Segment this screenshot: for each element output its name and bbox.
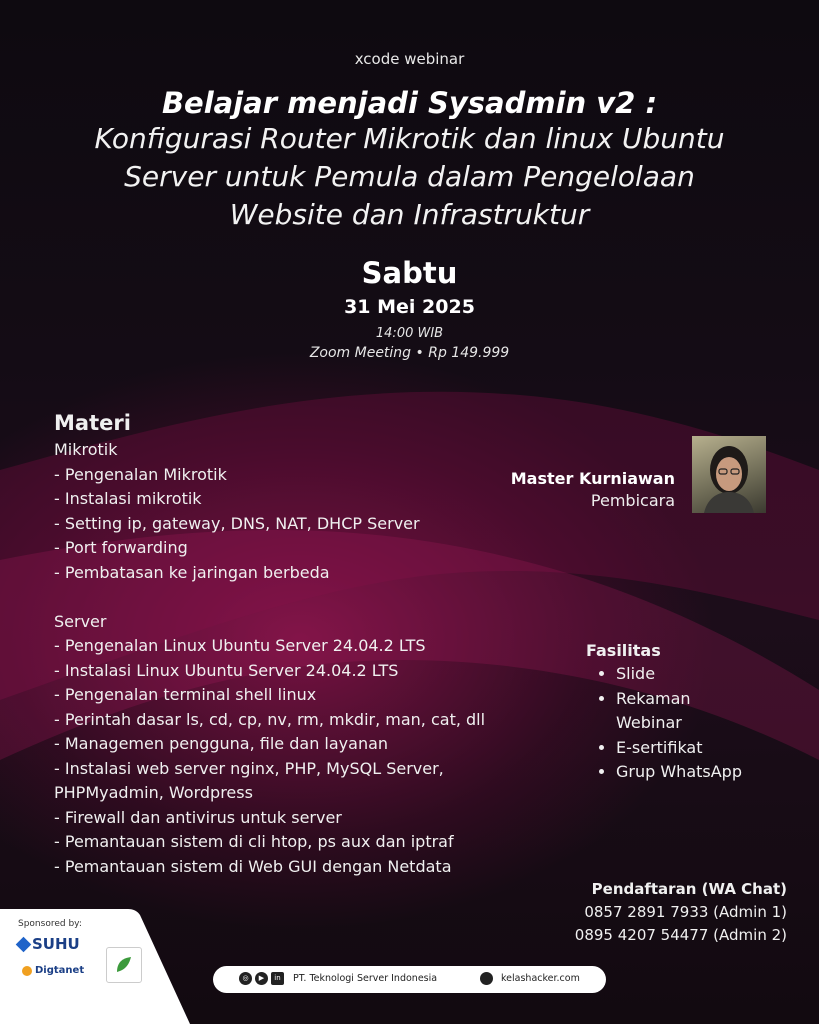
globe-icon [480,972,493,985]
social-icons [239,972,284,985]
footer-bar [213,966,606,993]
digtanet-logo-mark [22,966,32,976]
title-line-4: Website dan Infrastruktur [229,198,590,231]
fasilitas-section [586,641,786,785]
materi-section [54,410,534,879]
list-item: • Slide [616,662,786,687]
materi-line: Mikrotik [54,440,118,459]
speaker-photo [692,436,766,513]
event-place-price: Zoom Meeting • Rp 149.999 [309,345,510,361]
person-icon [692,436,766,513]
registration-phone-1: 0857 2891 7933 (Admin 1) [584,903,787,921]
registration-section [575,878,787,947]
event-time: 14:00 WIB [375,326,444,341]
registration-title: Pendaftaran (WA Chat) [591,880,787,898]
suhu-logo-text: SUHU [32,935,80,953]
event-subtitle: xcode webinar [354,50,465,68]
sponsor-panel [0,909,190,1024]
materi-line: - Pemantauan sistem di cli htop, ps aux dan iptraf [54,832,454,851]
footer-website[interactable]: kelashacker.com [501,973,580,984]
digtanet-logo-text: Digtanet [35,965,85,976]
materi-line: - Firewall dan antivirus untuk server [54,807,342,827]
materi-line: - Instalasi web server nginx, PHP, MySQL Server, [54,758,444,778]
materi-line: - Pembatasan ke jaringan berbeda [54,562,330,582]
materi-line: - Pemantauan sistem di Web GUI dengan Netdata [54,856,452,876]
materi-line: - Instalasi mikrotik [54,489,202,508]
list-item: • Rekaman Webinar [616,687,716,736]
materi-heading: Materi [54,411,131,435]
list-item: • E-sertifikat [616,736,786,761]
instagram-icon[interactable]: ◎ [239,972,252,985]
suhu-logo [18,935,80,953]
event-day: Sabtu [361,256,458,290]
materi-line: - Pengenalan Mikrotik [54,464,227,484]
list-item: • Grup WhatsApp [616,760,786,785]
suhu-logo-mark [16,936,32,952]
spacer [54,585,534,610]
materi-line: - Setting ip, gateway, DNS, NAT, DHCP Server [54,513,420,533]
event-title: Belajar menjadi Sysadmin v2 : [161,86,658,120]
leaf-logo-icon [106,947,142,983]
materi-line: - Instalasi Linux Ubuntu Server 24.04.2 LTS [54,660,399,680]
speaker-name: Master Kurniawan [510,469,675,488]
materi-line: Server [54,611,107,631]
materi-line: - Pengenalan terminal shell linux [54,685,317,704]
fasilitas-list [586,662,786,785]
event-date: 31 Mei 2025 [344,296,475,318]
title-line-2: Konfigurasi Router Mikrotik dan linux Ubuntu [94,122,725,155]
materi-line: - Pengenalan Linux Ubuntu Server 24.04.2 LTS [54,636,426,655]
materi-line: - Perintah dasar ls, cd, cp, nv, rm, mkdir, man, cat, dll [54,709,486,729]
speaker-role: Pembicara [590,491,675,510]
linkedin-icon[interactable]: in [271,972,284,985]
materi-line: - Managemen pengguna, file dan layanan [54,734,389,753]
title-line-3: Server untuk Pemula dalam Pengelolaan [124,160,695,193]
sponsor-label: Sponsored by: [18,919,82,929]
registration-phone-2: 0895 4207 54477 (Admin 2) [574,926,787,944]
fasilitas-heading: Fasilitas [586,641,661,660]
digtanet-logo [22,965,84,976]
footer-company: PT. Teknologi Server Indonesia [293,973,438,984]
materi-line: PHPMyadmin, Wordpress [54,783,253,802]
materi-line: - Port forwarding [54,538,188,557]
youtube-icon[interactable]: ▶ [255,972,268,985]
event-title-detail [0,120,819,234]
